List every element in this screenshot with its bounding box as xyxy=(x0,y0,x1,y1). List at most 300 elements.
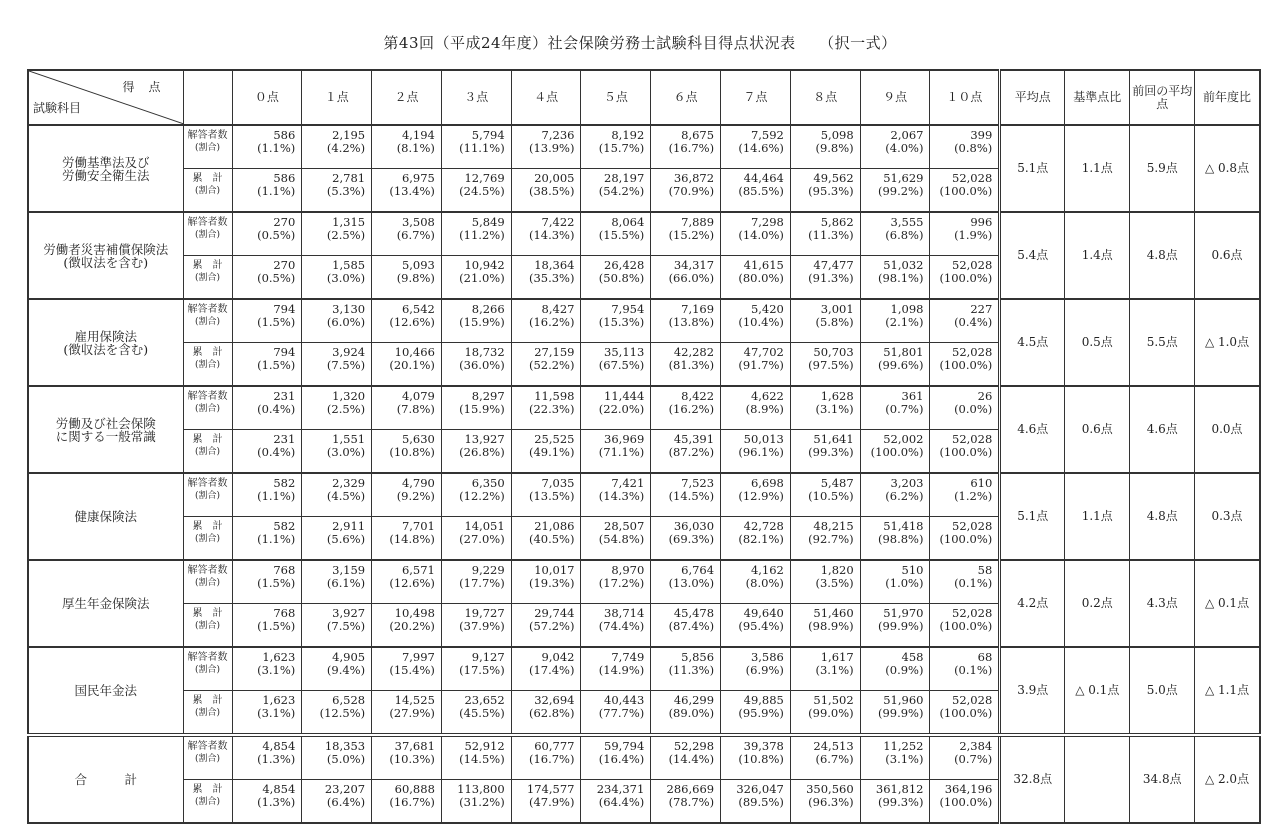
count-value: 7,701 xyxy=(401,519,435,533)
count-percent: (10.4%) xyxy=(738,315,784,329)
count-percent: (10.3%) xyxy=(389,752,435,766)
count-cell xyxy=(651,256,721,300)
count-value: 458 xyxy=(901,650,924,664)
count-value: 49,885 xyxy=(743,693,784,707)
count-percent: (17.2%) xyxy=(598,576,645,590)
count-value: 8,266 xyxy=(471,302,505,316)
count-cell xyxy=(581,256,651,300)
subject-name: 国民年金法 xyxy=(74,683,137,698)
count-cell xyxy=(860,473,930,517)
count-percent: (4.5%) xyxy=(326,489,366,503)
count-value: 7,523 xyxy=(681,476,715,490)
header-score-col: ５点 xyxy=(581,70,651,125)
count-percent: (100.0%) xyxy=(939,445,993,459)
count-value: 52,002 xyxy=(883,432,924,446)
count-cell xyxy=(302,517,372,561)
count-percent: (15.2%) xyxy=(668,228,715,242)
header-score-col: １０点 xyxy=(930,70,1000,125)
row-type-label xyxy=(183,386,232,430)
count-value: 8,970 xyxy=(611,563,645,577)
count-cell xyxy=(302,735,372,780)
count-value: 4,854 xyxy=(262,782,296,796)
count-percent: (37.9%) xyxy=(459,619,505,633)
count-cell xyxy=(930,256,1000,300)
count-cell xyxy=(721,735,791,780)
subject-name-cell xyxy=(28,212,183,299)
count-cell xyxy=(232,647,302,691)
count-percent: (2.5%) xyxy=(326,228,366,242)
count-value: 37,681 xyxy=(394,739,435,753)
row-type-label xyxy=(183,517,232,561)
count-percent: (10.5%) xyxy=(808,489,854,503)
count-value: 52,028 xyxy=(952,606,993,620)
count-cell xyxy=(441,560,511,604)
count-cell xyxy=(721,299,791,343)
count-value: 34,317 xyxy=(673,258,715,272)
count-percent: (99.0%) xyxy=(808,706,854,720)
count-percent: (31.2%) xyxy=(459,795,505,809)
count-percent: (1.2%) xyxy=(954,489,993,503)
count-percent: (100.0%) xyxy=(939,271,993,285)
table-row xyxy=(28,473,1260,517)
count-value: 47,477 xyxy=(813,258,854,272)
std-ratio-cell: 0.5点 xyxy=(1065,299,1130,386)
count-percent: (26.8%) xyxy=(459,445,505,459)
row-type-label xyxy=(183,430,232,474)
count-percent: (0.1%) xyxy=(954,663,993,677)
count-cell xyxy=(511,691,581,736)
count-value: 60,777 xyxy=(534,739,575,753)
count-value: 27,159 xyxy=(534,345,575,359)
count-cell xyxy=(581,780,651,824)
subject-name-cell xyxy=(28,560,183,647)
row-type-sub: (割合) xyxy=(194,143,221,153)
row-type-sub: (割合) xyxy=(194,186,221,196)
count-value: 52,028 xyxy=(952,432,993,446)
count-value: 52,028 xyxy=(952,171,993,185)
count-value: 24,513 xyxy=(813,739,854,753)
count-cell xyxy=(790,473,860,517)
count-value: 42,728 xyxy=(743,519,784,533)
count-value: 45,478 xyxy=(673,606,715,620)
count-value: 51,502 xyxy=(813,693,854,707)
count-percent: (8.1%) xyxy=(396,141,435,155)
count-percent: (14.5%) xyxy=(668,489,715,503)
count-cell xyxy=(302,299,372,343)
count-cell xyxy=(441,256,511,300)
subject-name: 労働安全衛生法 xyxy=(61,167,150,183)
row-type-sub: (割合) xyxy=(194,317,221,327)
count-value: 51,032 xyxy=(883,258,924,272)
count-percent: (7.5%) xyxy=(326,619,366,633)
count-value: 270 xyxy=(273,258,296,272)
avg-cell: 5.4点 xyxy=(1000,212,1065,299)
count-cell xyxy=(790,647,860,691)
count-cell xyxy=(441,343,511,387)
count-cell xyxy=(372,517,442,561)
count-percent: (89.5%) xyxy=(738,795,784,809)
count-percent: (8.0%) xyxy=(745,576,784,590)
count-percent: (0.7%) xyxy=(954,752,993,766)
count-percent: (95.4%) xyxy=(738,619,784,633)
count-percent: (69.3%) xyxy=(668,532,715,546)
count-value: 51,960 xyxy=(883,693,924,707)
count-cell xyxy=(790,169,860,213)
header-score-col: ７点 xyxy=(721,70,791,125)
row-type-label xyxy=(183,604,232,648)
row-type-sub: (割合) xyxy=(194,621,221,631)
count-value: 5,098 xyxy=(820,128,854,142)
count-cell xyxy=(930,430,1000,474)
header-score-col: ９点 xyxy=(860,70,930,125)
count-value: 11,598 xyxy=(534,389,575,403)
count-percent: (0.4%) xyxy=(954,315,993,329)
count-percent: (100.0%) xyxy=(939,706,993,720)
yoy-cell: 0.6点 xyxy=(1195,212,1260,299)
count-value: 1,617 xyxy=(820,650,854,664)
count-value: 36,030 xyxy=(673,519,715,533)
count-percent: (1.5%) xyxy=(257,358,296,372)
table-row xyxy=(28,125,1260,169)
count-percent: (11.3%) xyxy=(808,228,854,242)
count-value: 7,997 xyxy=(401,650,435,664)
count-percent: (6.1%) xyxy=(326,576,366,590)
count-value: 7,889 xyxy=(681,215,715,229)
count-percent: (99.3%) xyxy=(808,445,854,459)
count-cell xyxy=(581,517,651,561)
count-percent: (16.7%) xyxy=(389,795,435,809)
count-value: 1,623 xyxy=(262,693,296,707)
count-percent: (98.8%) xyxy=(877,532,924,546)
count-cell xyxy=(721,691,791,736)
count-cell xyxy=(860,430,930,474)
count-percent: (6.7%) xyxy=(815,752,854,766)
count-cell xyxy=(372,299,442,343)
prev-avg-cell: 4.8点 xyxy=(1130,473,1195,560)
count-cell xyxy=(511,780,581,824)
count-cell xyxy=(232,256,302,300)
count-cell xyxy=(511,647,581,691)
count-cell xyxy=(651,169,721,213)
count-value: 361,812 xyxy=(875,782,924,796)
count-cell xyxy=(860,517,930,561)
count-cell xyxy=(511,386,581,430)
count-cell xyxy=(651,386,721,430)
count-value: 11,252 xyxy=(883,739,924,753)
count-cell xyxy=(302,212,372,256)
count-percent: (14.0%) xyxy=(738,228,784,242)
subject-name: (徴収法を含む) xyxy=(63,341,149,357)
count-cell xyxy=(860,604,930,648)
count-percent: (16.4%) xyxy=(598,752,645,766)
count-percent: (20.2%) xyxy=(389,619,435,633)
count-cell xyxy=(232,386,302,430)
count-cell xyxy=(372,780,442,824)
count-value: 3,159 xyxy=(332,563,366,577)
row-type-main: 解答者数 xyxy=(187,391,228,402)
count-cell xyxy=(372,386,442,430)
subject-name: 厚生年金保険法 xyxy=(61,596,150,611)
count-cell xyxy=(232,343,302,387)
count-cell xyxy=(930,517,1000,561)
count-cell xyxy=(651,560,721,604)
count-percent: (54.2%) xyxy=(598,184,645,198)
count-cell xyxy=(721,256,791,300)
count-percent: (6.8%) xyxy=(885,228,924,242)
count-value: 36,969 xyxy=(604,432,645,446)
count-percent: (8.9%) xyxy=(745,402,784,416)
count-value: 10,942 xyxy=(464,258,505,272)
count-percent: (11.2%) xyxy=(459,228,505,242)
count-percent: (98.1%) xyxy=(877,271,924,285)
count-cell xyxy=(511,212,581,256)
count-percent: (71.1%) xyxy=(598,445,645,459)
count-value: 1,820 xyxy=(820,563,854,577)
std-ratio-cell: 0.6点 xyxy=(1065,386,1130,473)
count-percent: (7.5%) xyxy=(326,358,366,372)
count-percent: (91.7%) xyxy=(738,358,784,372)
count-percent: (81.3%) xyxy=(668,358,715,372)
count-value: 286,669 xyxy=(666,782,715,796)
count-cell xyxy=(651,473,721,517)
count-percent: (14.3%) xyxy=(528,228,575,242)
header-score-col: ８点 xyxy=(790,70,860,125)
count-percent: (3.0%) xyxy=(326,445,366,459)
count-percent: (95.9%) xyxy=(738,706,784,720)
count-cell xyxy=(721,517,791,561)
count-percent: (100.0%) xyxy=(939,184,993,198)
count-value: 586 xyxy=(273,171,296,185)
count-percent: (91.3%) xyxy=(808,271,854,285)
count-percent: (11.3%) xyxy=(668,663,715,677)
row-type-label xyxy=(183,256,232,300)
count-value: 4,622 xyxy=(750,389,784,403)
row-type-label xyxy=(183,343,232,387)
count-value: 5,794 xyxy=(471,128,505,142)
count-percent: (82.1%) xyxy=(738,532,784,546)
count-cell xyxy=(651,735,721,780)
count-percent: (16.2%) xyxy=(668,402,715,416)
count-value: 52,912 xyxy=(464,739,505,753)
row-type-sub: (割合) xyxy=(194,665,221,675)
yoy-cell: △ 2.0点 xyxy=(1195,735,1260,823)
yoy-cell: △ 0.1点 xyxy=(1195,560,1260,647)
count-value: 9,229 xyxy=(471,563,505,577)
header-score-col: ０点 xyxy=(232,70,302,125)
count-cell xyxy=(441,780,511,824)
count-cell xyxy=(302,386,372,430)
count-value: 794 xyxy=(273,345,296,359)
count-cell xyxy=(651,647,721,691)
count-percent: (0.4%) xyxy=(257,402,296,416)
count-cell xyxy=(721,647,791,691)
yoy-cell: 0.3点 xyxy=(1195,473,1260,560)
count-percent: (16.7%) xyxy=(668,141,715,155)
count-percent: (3.1%) xyxy=(257,663,296,677)
count-percent: (17.5%) xyxy=(459,663,505,677)
header-std-ratio: 基準点比 xyxy=(1065,70,1130,125)
count-percent: (1.5%) xyxy=(257,576,296,590)
count-cell xyxy=(302,560,372,604)
count-percent: (13.9%) xyxy=(528,141,575,155)
count-percent: (78.7%) xyxy=(668,795,715,809)
count-value: 60,888 xyxy=(394,782,435,796)
count-percent: (96.1%) xyxy=(738,445,784,459)
count-percent: (4.2%) xyxy=(326,141,366,155)
count-percent: (14.4%) xyxy=(668,752,715,766)
count-cell xyxy=(511,604,581,648)
count-cell xyxy=(232,604,302,648)
avg-cell: 4.6点 xyxy=(1000,386,1065,473)
count-value: 8,297 xyxy=(471,389,505,403)
count-cell xyxy=(651,299,721,343)
count-cell xyxy=(441,125,511,169)
count-value: 20,005 xyxy=(534,171,575,185)
count-value: 227 xyxy=(970,302,993,316)
table-row xyxy=(28,299,1260,343)
count-cell xyxy=(511,473,581,517)
subject-name-cell xyxy=(28,386,183,473)
diagonal-line xyxy=(29,71,184,124)
row-type-main: 解答者数 xyxy=(187,478,228,489)
count-cell xyxy=(721,386,791,430)
count-cell xyxy=(930,647,1000,691)
count-cell xyxy=(232,430,302,474)
count-percent: (16.7%) xyxy=(528,752,575,766)
count-cell xyxy=(441,299,511,343)
count-value: 9,042 xyxy=(541,650,575,664)
count-cell xyxy=(790,560,860,604)
count-percent: (98.9%) xyxy=(808,619,854,633)
count-value: 3,586 xyxy=(750,650,784,664)
count-value: 6,528 xyxy=(332,693,366,707)
count-cell xyxy=(441,517,511,561)
count-value: 4,854 xyxy=(262,739,296,753)
count-value: 21,086 xyxy=(534,519,575,533)
count-percent: (87.4%) xyxy=(668,619,715,633)
avg-cell: 5.1点 xyxy=(1000,125,1065,212)
count-value: 8,675 xyxy=(681,128,715,142)
count-percent: (9.8%) xyxy=(815,141,854,155)
count-percent: (95.3%) xyxy=(808,184,854,198)
count-percent: (49.1%) xyxy=(528,445,575,459)
count-value: 2,067 xyxy=(890,128,924,142)
count-value: 50,013 xyxy=(743,432,784,446)
row-type-sub: (割合) xyxy=(194,230,221,240)
count-cell xyxy=(372,691,442,736)
count-percent: (3.0%) xyxy=(326,271,366,285)
subject-name: 雇用保険法 xyxy=(74,328,137,344)
count-value: 52,028 xyxy=(952,258,993,272)
count-cell xyxy=(581,647,651,691)
count-percent: (40.5%) xyxy=(528,532,575,546)
count-percent: (74.4%) xyxy=(598,619,645,633)
count-value: 7,422 xyxy=(541,215,575,229)
count-cell xyxy=(721,343,791,387)
count-value: 3,130 xyxy=(332,302,366,316)
count-percent: (67.5%) xyxy=(598,358,645,372)
count-value: 5,487 xyxy=(820,476,854,490)
count-percent: (38.5%) xyxy=(528,184,575,198)
count-cell xyxy=(372,430,442,474)
count-value: 7,236 xyxy=(541,128,575,142)
count-value: 48,215 xyxy=(813,519,854,533)
count-cell xyxy=(441,386,511,430)
count-value: 231 xyxy=(273,432,296,446)
count-cell xyxy=(860,299,930,343)
count-value: 46,299 xyxy=(673,693,715,707)
count-value: 25,525 xyxy=(534,432,575,446)
count-value: 8,422 xyxy=(681,389,715,403)
row-type-main: 累 計 xyxy=(192,521,223,532)
count-value: 29,744 xyxy=(534,606,575,620)
header-row xyxy=(28,70,1260,125)
count-value: 1,315 xyxy=(332,215,366,229)
row-type-sub: (割合) xyxy=(194,491,221,501)
count-value: 51,460 xyxy=(813,606,854,620)
prev-avg-cell: 4.8点 xyxy=(1130,212,1195,299)
row-type-sub: (割合) xyxy=(194,273,221,283)
count-percent: (12.5%) xyxy=(319,706,366,720)
count-cell xyxy=(860,560,930,604)
count-value: 8,064 xyxy=(611,215,645,229)
count-value: 47,702 xyxy=(743,345,784,359)
count-cell xyxy=(581,299,651,343)
row-type-main: 累 計 xyxy=(192,608,223,619)
count-cell xyxy=(790,517,860,561)
count-cell xyxy=(651,212,721,256)
count-cell xyxy=(790,343,860,387)
row-type-sub: (割合) xyxy=(194,360,221,370)
count-value: 3,001 xyxy=(820,302,854,316)
count-percent: (20.1%) xyxy=(389,358,435,372)
row-type-main: 解答者数 xyxy=(187,304,228,315)
row-type-label xyxy=(183,691,232,736)
count-cell xyxy=(302,169,372,213)
count-value: 12,769 xyxy=(464,171,505,185)
count-cell xyxy=(581,604,651,648)
subject-name: に関する一般常識 xyxy=(55,428,156,444)
count-percent: (12.2%) xyxy=(459,489,505,503)
count-percent: (24.5%) xyxy=(459,184,505,198)
count-cell xyxy=(860,735,930,780)
header-score-label: 得点 xyxy=(122,80,175,94)
count-cell xyxy=(930,473,1000,517)
count-cell xyxy=(302,604,372,648)
std-ratio-cell: 1.1点 xyxy=(1065,125,1130,212)
count-cell xyxy=(232,169,302,213)
count-percent: (13.8%) xyxy=(668,315,715,329)
count-percent: (99.6%) xyxy=(877,358,924,372)
count-cell xyxy=(302,691,372,736)
count-value: 234,371 xyxy=(596,782,645,796)
count-value: 5,420 xyxy=(750,302,784,316)
row-type-sub: (割合) xyxy=(194,797,221,807)
count-value: 586 xyxy=(273,128,296,142)
count-cell xyxy=(860,169,930,213)
count-cell xyxy=(581,212,651,256)
count-percent: (10.8%) xyxy=(738,752,784,766)
count-percent: (54.8%) xyxy=(598,532,645,546)
count-cell xyxy=(511,169,581,213)
count-percent: (17.7%) xyxy=(459,576,505,590)
count-percent: (5.3%) xyxy=(326,184,366,198)
count-percent: (13.5%) xyxy=(528,489,575,503)
row-type-sub: (割合) xyxy=(194,754,221,764)
yoy-cell: △ 1.0点 xyxy=(1195,299,1260,386)
count-percent: (6.4%) xyxy=(326,795,366,809)
count-cell xyxy=(372,604,442,648)
